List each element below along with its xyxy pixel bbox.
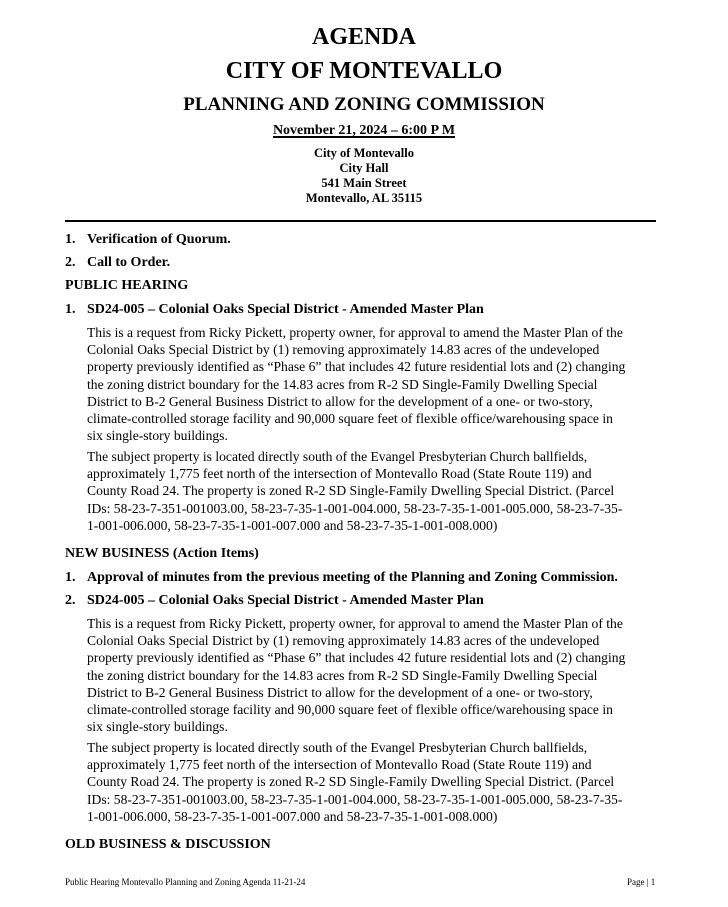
paragraph-line: County Road 24. The property is zoned R-2 SD Single-Family Dwelling Special District. (Parcel [87,483,615,499]
city-name-heading: CITY OF MONTEVALLO [225,58,503,84]
meeting-date-text: November 21, 2024 – 6:00 P M [272,123,456,138]
paragraph-line: 1-001-006.000, 58-23-7-35-1-001-007.000 and 58-23-7-35-1-001-008.000) [87,517,498,533]
paragraph-line: the zoning district boundary for the 14.83 acres from R-2 SD Single-Family Dwelling Special [87,667,598,683]
paragraph-line: approximately 1,775 feet north of the intersection of Montevallo Road (State Route 119) and [87,466,592,482]
item-label: Call to Order. [87,255,171,270]
header-divider [65,220,656,222]
agenda-item-approval-of-minutes [65,569,618,587]
paragraph-line: District to B-2 General Business District to allow for the development of a one- or two-story, [87,684,593,700]
item-number: 2. [65,255,76,270]
item-number: 1. [65,570,76,585]
item-number: 1. [65,232,76,247]
section-heading-public-hearing: PUBLIC HEARING [65,278,189,293]
paragraph-line: County Road 24. The property is zoned R-2 SD Single-Family Dwelling Special District. (Parcel [87,774,615,790]
nb-location-paragraph [87,739,662,825]
item-number: 1. [65,302,76,317]
document-title: AGENDA [311,24,416,50]
agenda-item-nb-sd24-005 [65,592,484,610]
paragraph-line: property previously identified as “Phase 6” that includes 42 future residential lots and (2) changing [87,359,626,375]
meeting-date [0,122,728,140]
paragraph-line: climate-controlled storage facility and 90,000 square feet of flexible office/warehousing space in [87,702,613,718]
paragraph-line: six single-story buildings. [87,719,228,735]
paragraph-line: approximately 1,775 feet north of the intersection of Montevallo Road (State Route 119) and [87,757,592,773]
paragraph-line: The subject property is located directly south of the Evangel Presbyterian Church ballfields, [87,740,588,755]
paragraph-line: Colonial Oaks Special District by (1) removing approximately 14.83 acres of the undeveloped [87,633,600,649]
item-title: SD24-005 – Colonial Oaks Special District - Amended Master Plan [87,593,484,608]
agenda-item-call-to-order [65,254,170,272]
item-title: Approval of minutes from the previous meeting of the Planning and Zoning Commission. [87,570,618,585]
paragraph-line: Colonial Oaks Special District by (1) removing approximately 14.83 acres of the undeveloped [87,342,600,358]
agenda-item-verification-of-quorum [65,231,231,249]
paragraph-line: This is a request from Ricky Pickett, property owner, for approval to amend the Master Plan of the [87,325,623,340]
paragraph-line: IDs: 58-23-7-351-001003.00, 58-23-7-35-1-001-004.000, 58-23-7-35-1-001-005.000, 58-23-7-35- [87,791,623,807]
address-line: City of Montevallo [314,146,414,160]
paragraph-line: District to B-2 General Business District to allow for the development of a one- or two-story, [87,393,593,409]
paragraph-line: The subject property is located directly south of the Evangel Presbyterian Church ballfields, [87,449,588,464]
item-label: Verification of Quorum. [87,232,231,247]
ph-request-paragraph [87,324,662,444]
item-title: SD24-005 – Colonial Oaks Special District - Amended Master Plan [87,302,484,317]
paragraph-line: six single-story buildings. [87,428,228,444]
address-line: Montevallo, AL 35115 [305,191,423,205]
item-number: 2. [65,593,76,608]
meeting-address [0,146,728,206]
agenda-item-ph-sd24-005 [65,301,484,319]
address-line: City Hall [339,161,389,175]
section-heading-new-business: NEW BUSINESS (Action Items) [65,546,259,561]
footer-page-number: Page | 1 [627,877,656,887]
address-line: 541 Main Street [321,176,407,190]
ph-location-paragraph [87,448,662,534]
commission-heading: PLANNING AND ZONING COMMISSION [183,94,545,115]
paragraph-line: IDs: 58-23-7-351-001003.00, 58-23-7-35-1-001-004.000, 58-23-7-35-1-001-005.000, 58-23-7-35- [87,500,623,516]
footer-document-name: Public Hearing Montevallo Planning and Zoning Agenda 11-21-24 [65,877,306,887]
section-heading-old-business: OLD BUSINESS & DISCUSSION [65,837,271,852]
paragraph-line: the zoning district boundary for the 14.83 acres from R-2 SD Single-Family Dwelling Special [87,376,598,392]
nb-request-paragraph [87,615,662,735]
paragraph-line: property previously identified as “Phase 6” that includes 42 future residential lots and (2) changing [87,650,626,666]
paragraph-line: 1-001-006.000, 58-23-7-35-1-001-007.000 and 58-23-7-35-1-001-008.000) [87,808,498,824]
paragraph-line: climate-controlled storage facility and 90,000 square feet of flexible office/warehousing space in [87,411,613,427]
paragraph-line: This is a request from Ricky Pickett, property owner, for approval to amend the Master Plan of the [87,616,623,631]
